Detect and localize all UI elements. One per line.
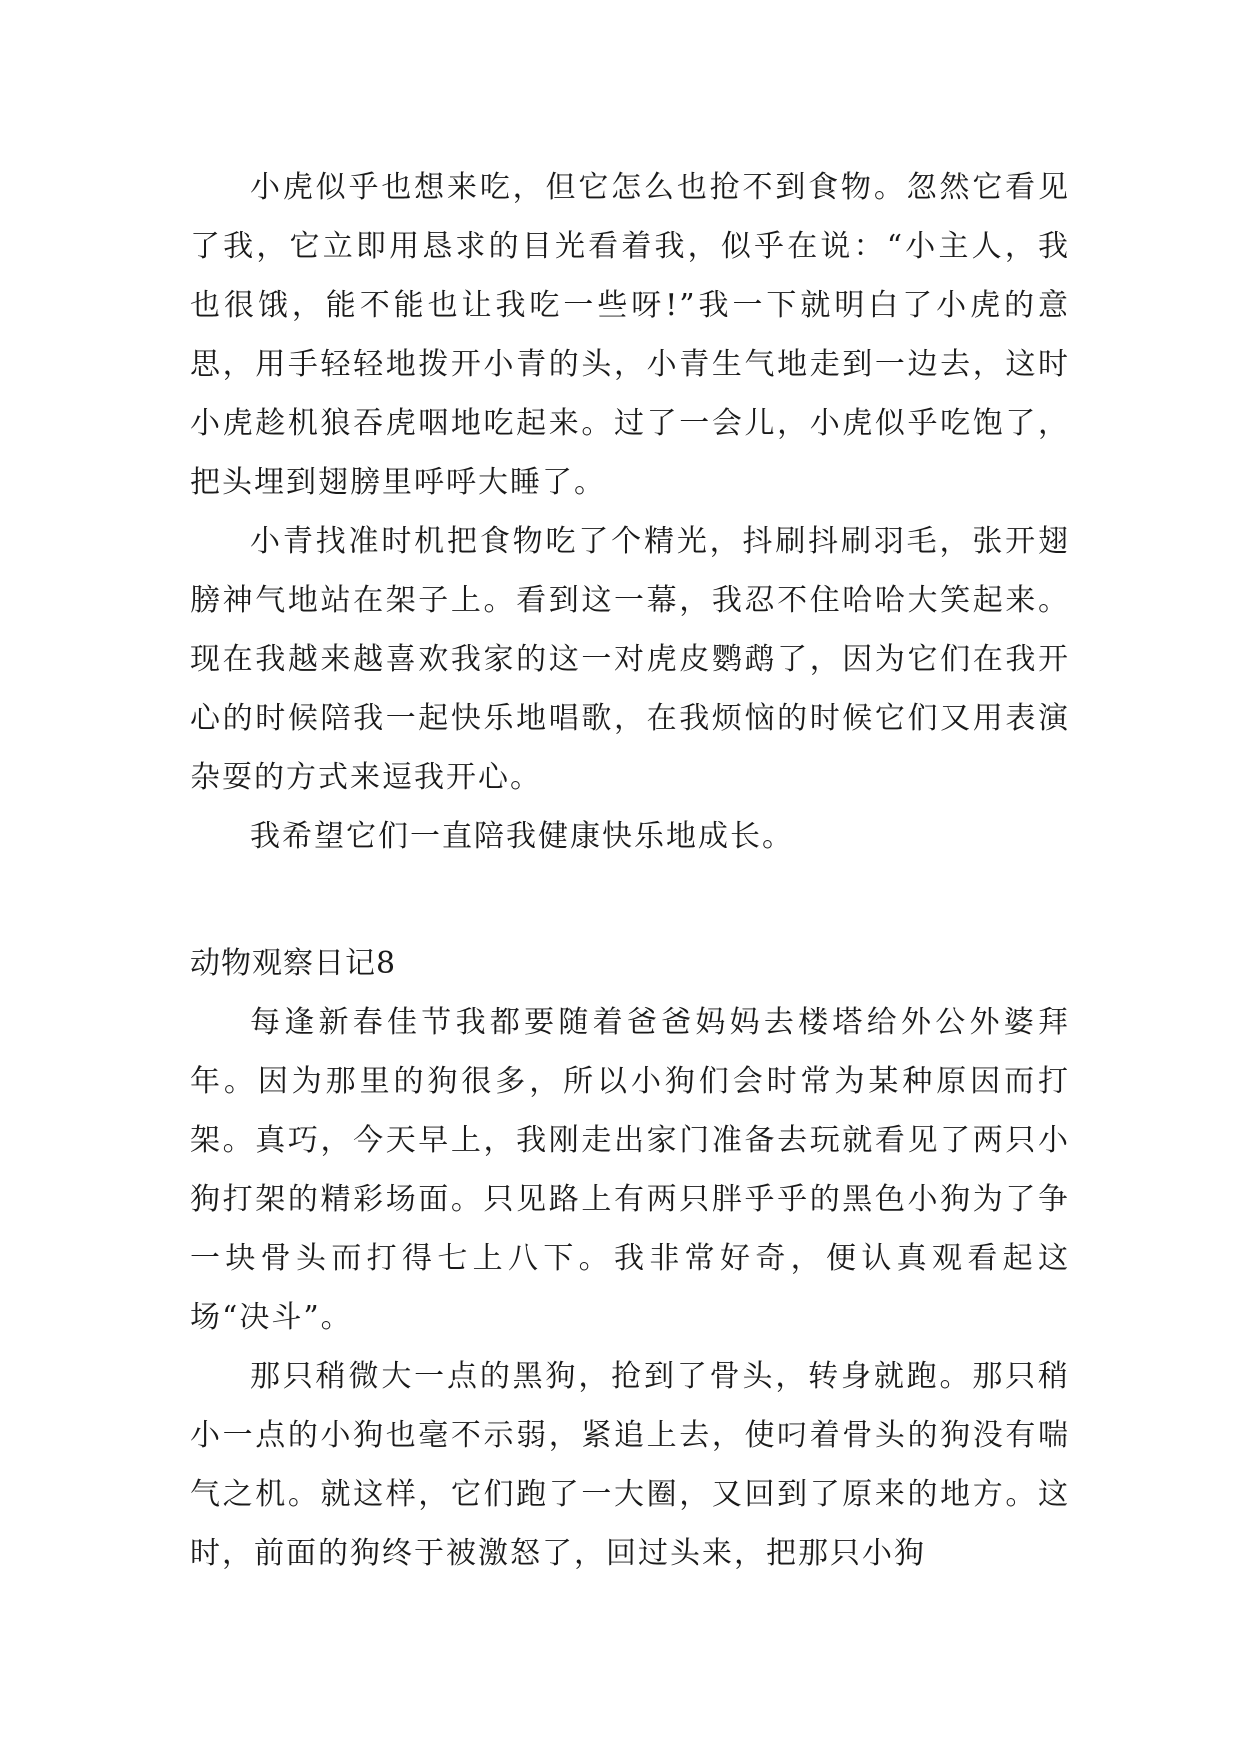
section-title: 动物观察日记8 [190, 946, 397, 981]
paragraph: 那只稍微大一点的黑狗，抢到了骨头，转身就跑。那只稍小一点的小狗也毫不示弱，紧追上去，使叼着骨头的狗没有喘气之机。就这样，它们跑了一大圈，又回到了原来的地方。这时，前面的狗终于被激怒了，回过头来，把那只小狗 [190, 1359, 1070, 1571]
paragraph: 小虎似乎也想来吃，但它怎么也抢不到食物。忽然它看见了我，它立即用恳求的目光看着我，似乎在说：“小主人，我也很饿，能不能也让我吃一些呀!”我一下就明白了小虎的意思，用手轻轻地拨开小青的头，小青生气地走到一边去，这时小虎趁机狼吞虎咽地吃起来。过了一会儿，小虎似乎吃饱了，把头埋到翅膀里呼呼大睡了。 [190, 170, 1070, 500]
document-body [190, 158, 1070, 1583]
paragraph: 每逢新春佳节我都要随着爸爸妈妈去楼塔给外公外婆拜年。因为那里的狗很多，所以小狗们会时常为某种原因而打架。真巧，今天早上，我刚走出家门准备去玩就看见了两只小狗打架的精彩场面。只见路上有两只胖乎乎的黑色小狗为了争一块骨头而打得七上八下。我非常好奇，便认真观看起这场“决斗”。 [190, 1005, 1070, 1335]
paragraph: 小青找准时机把食物吃了个精光，抖刷抖刷羽毛，张开翅膀神气地站在架子上。看到这一幕，我忍不住哈哈大笑起来。现在我越来越喜欢我家的这一对虎皮鹦鹉了，因为它们在我开心的时候陪我一起快乐地唱歌，在我烦恼的时候它们又用表演杂耍的方式来逗我开心。 [190, 524, 1070, 795]
paragraph: 我希望它们一直陪我健康快乐地成长。 [250, 819, 794, 854]
